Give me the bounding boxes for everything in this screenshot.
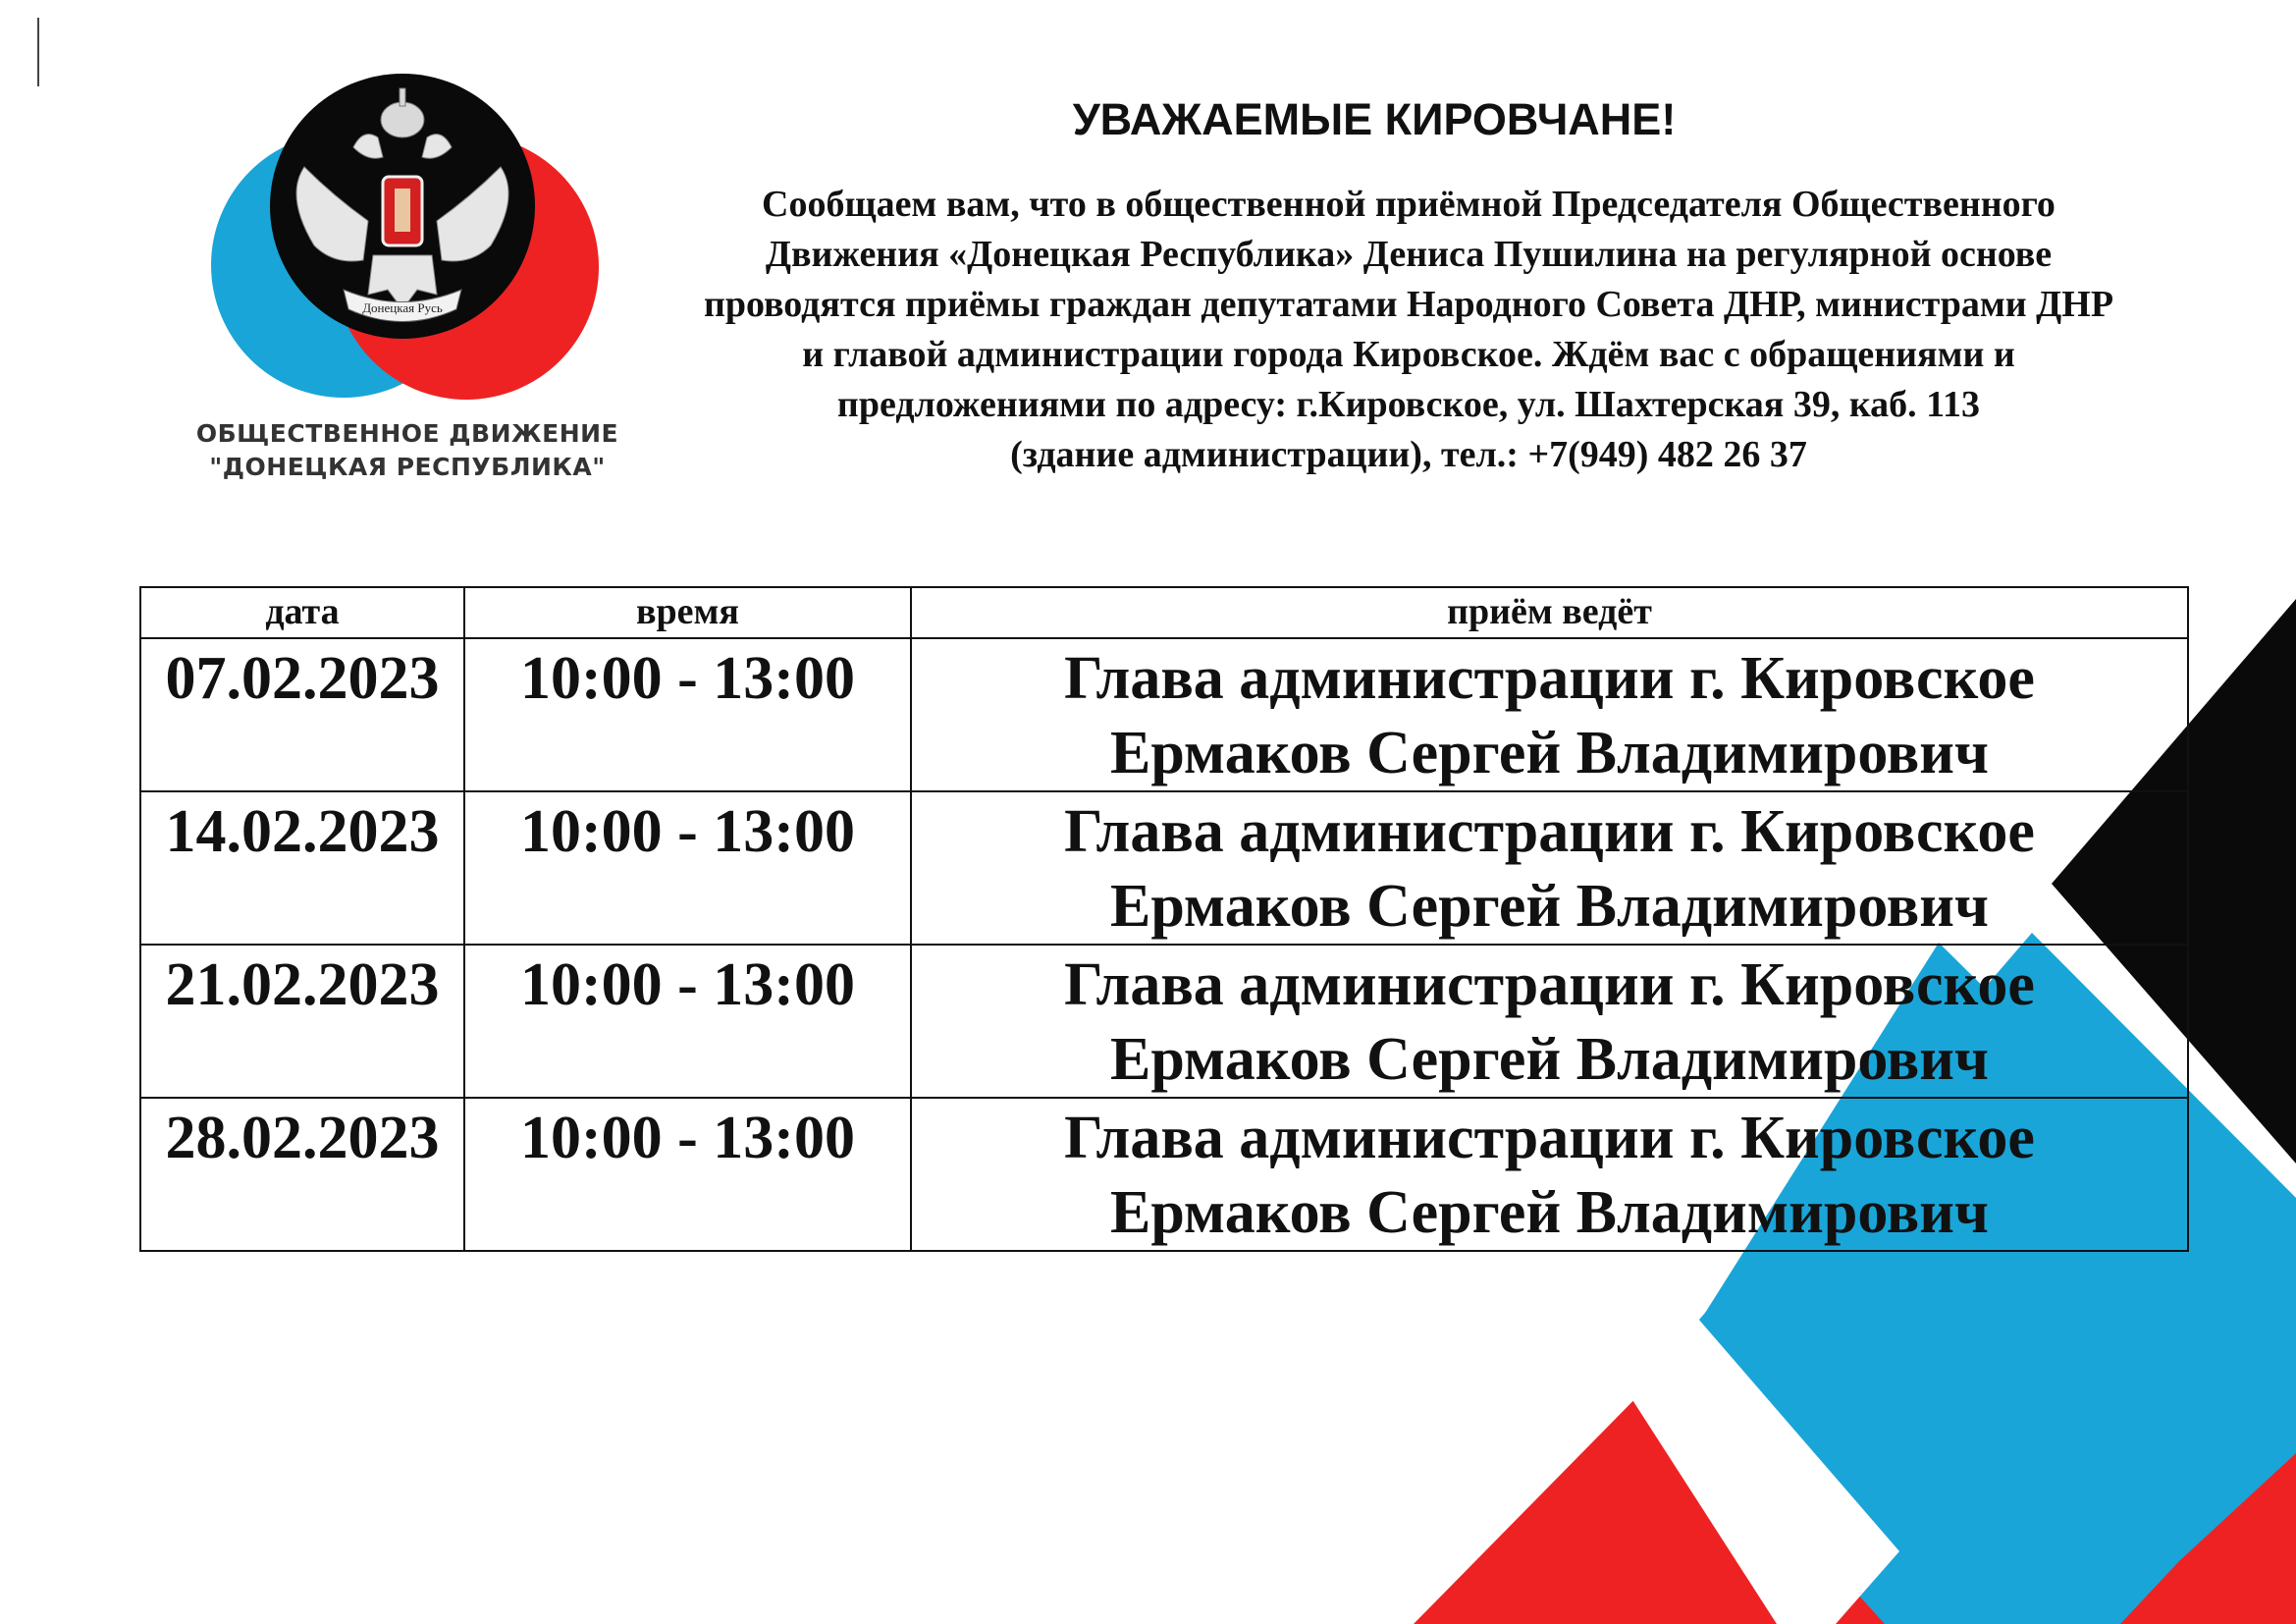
- shield-figure: [395, 189, 410, 232]
- table-row: [140, 791, 2188, 945]
- table-row: [140, 638, 2188, 791]
- table-row: [140, 945, 2188, 1098]
- date-cell: 28.02.2023: [140, 1098, 464, 1251]
- host-cell: [911, 945, 2188, 1098]
- time-cell: 10:00 - 13:00: [464, 638, 911, 791]
- host-title: Глава администрации г. Кировское: [1064, 798, 2035, 865]
- host-name: Ермаков Сергей Владимирович: [1110, 1179, 1989, 1246]
- host-name: Ермаков Сергей Владимирович: [1110, 873, 1989, 940]
- announcement-text: [550, 180, 2268, 480]
- announcement-line: (здание администрации), тел.: +7(949) 482 26 37: [1010, 434, 1807, 475]
- caption-line: "ДОНЕЦКАЯ РЕСПУБЛИКА": [209, 453, 606, 481]
- date-cell: 14.02.2023: [140, 791, 464, 945]
- announcement-line: Сообщаем вам, что в общественной приёмной Председателя Общественного: [762, 184, 2056, 225]
- schedule-table: [139, 586, 2189, 1252]
- ribbon-text: Донецкая Русь: [362, 300, 443, 315]
- date-cell: 07.02.2023: [140, 638, 464, 791]
- host-name: Ермаков Сергей Владимирович: [1110, 1026, 1989, 1093]
- host-cell: [911, 791, 2188, 945]
- announcement-line: проводятся приёмы граждан депутатами Народного Совета ДНР, министрами ДНР: [703, 284, 2114, 325]
- caption-line: ОБЩЕСТВЕННОЕ ДВИЖЕНИЕ: [195, 419, 619, 448]
- announcement-line: и главой администрации города Кировское. Ждём вас с обращениями и: [802, 334, 2015, 375]
- host-title: Глава администрации г. Кировское: [1064, 1105, 2035, 1171]
- date-cell: 21.02.2023: [140, 945, 464, 1098]
- header-date: дата: [140, 587, 464, 638]
- header-time: время: [464, 587, 911, 638]
- host-cell: [911, 1098, 2188, 1251]
- announcement-line: Движения «Донецкая Республика» Дениса Пушилина на регулярной основе: [765, 234, 2053, 275]
- header-host: приём ведёт: [911, 587, 2188, 638]
- margin-mark: [37, 18, 39, 86]
- host-title: Глава администрации г. Кировское: [1064, 951, 2035, 1018]
- host-cell: [911, 638, 2188, 791]
- page-title: УВАЖАЕМЫЕ КИРОВЧАНЕ!: [1072, 94, 1677, 144]
- host-title: Глава администрации г. Кировское: [1064, 645, 2035, 712]
- time-cell: 10:00 - 13:00: [464, 1098, 911, 1251]
- time-cell: 10:00 - 13:00: [464, 945, 911, 1098]
- table-header-row: [140, 587, 2188, 638]
- host-name: Ермаков Сергей Владимирович: [1110, 720, 1989, 786]
- time-cell: 10:00 - 13:00: [464, 791, 911, 945]
- table-row: [140, 1098, 2188, 1251]
- announcement-line: предложениями по адресу: г.Кировское, ул. Шахтерская 39, каб. 113: [836, 384, 1981, 425]
